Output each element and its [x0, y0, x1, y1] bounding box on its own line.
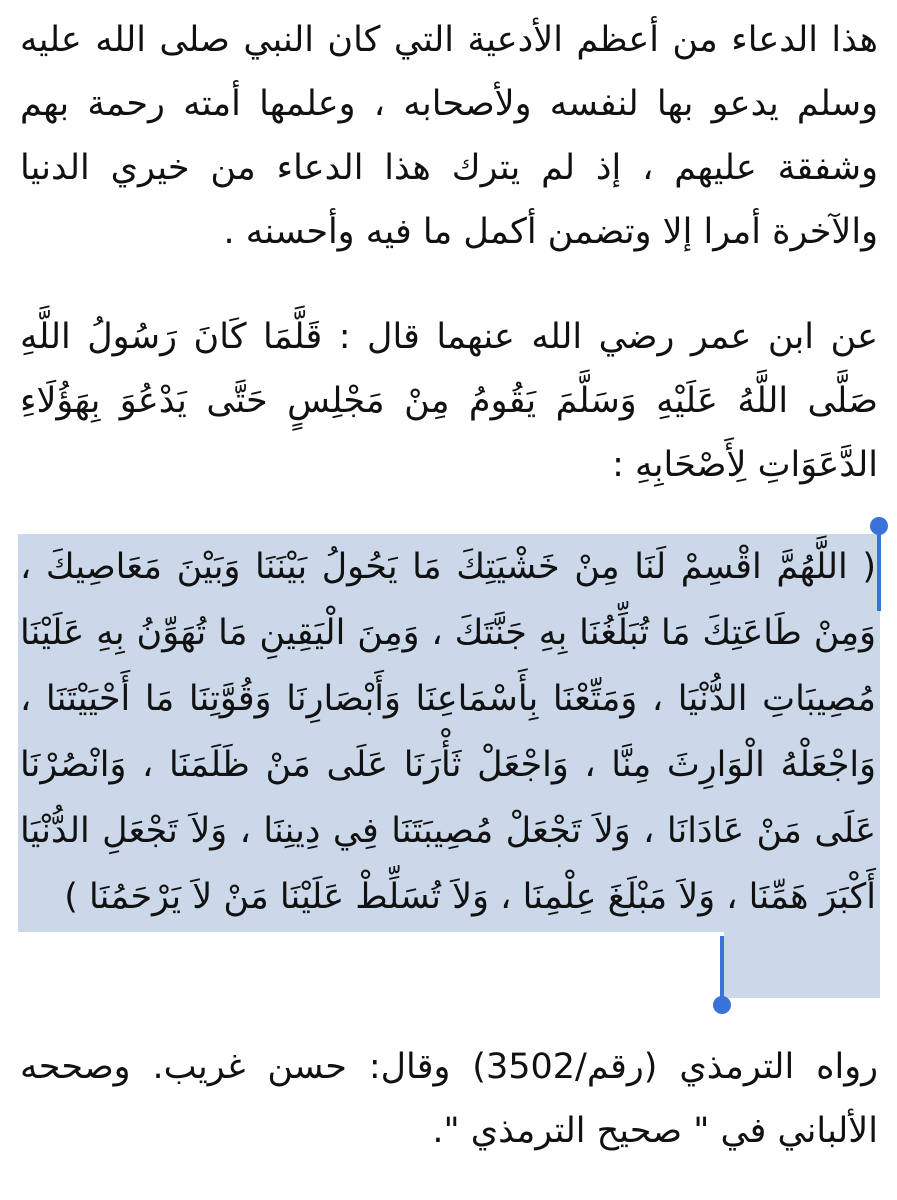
selection-start-handle[interactable]	[877, 527, 881, 611]
intro-paragraph: هذا الدعاء من أعظم الأدعية التي كان النبي صلى الله عليه وسلم يدعو بها لنفسه ولأصحابه ، وعلمها أمته رحمة بهم وشفقة عليهم ، إذ لم يترك هذا الدعاء من خيري الدنيا والآخرة أمرا إلا وتضمن أكمل ما فيه وأحسنه .	[20, 20, 878, 252]
selected-dua-text[interactable]: ( اللَّهُمَّ اقْسِمْ لَنَا مِنْ خَشْيَتِكَ مَا يَحُولُ بَيْنَنَا وَبَيْنَ مَعَاصِيكَ ، وَمِنْ طَاعَتِكَ مَا تُبَلِّغُنَا بِهِ جَنَّتَكَ ، وَمِنَ الْيَقِينِ مَا تُهَوِّنُ بِهِ عَلَيْنَا مُصِيبَاتِ الدُّنْيَا ، وَمَتِّعْنَا بِأَسْمَاعِنَا وَأَبْصَارِنَا وَقُوَّتِنَا مَا أَحْيَيْتَنَا ، وَاجْعَلْهُ الْوَارِثَ مِنَّا ، وَاجْعَلْ ثَأْرَنَا عَلَى مَنْ ظَلَمَنَا ، وَانْصُرْنَا عَلَى مَنْ عَادَانَا ، وَلاَ تَجْعَلْ مُصِيبَتَنَا فِي دِينِنَا ، وَلاَ تَجْعَلِ الدُّنْيَا أَكْبَرَ هَمِّنَا ، وَلاَ مَبْلَغَ عِلْمِنَا ، وَلاَ تُسَلِّطْ عَلَيْنَا مَنْ لاَ يَرْحَمُنَا )	[20, 547, 876, 917]
text-selection[interactable]	[18, 534, 880, 996]
source-citation-paragraph: رواه الترمذي (رقم/3502) وقال: حسن غريب. وصححه الألباني في " صحيح الترمذي ".	[20, 1047, 878, 1151]
selection-highlight-last-line	[724, 932, 880, 998]
selection-end-knob[interactable]	[713, 996, 731, 1014]
selection-start-knob[interactable]	[870, 517, 888, 535]
hadith-narration-paragraph: عن ابن عمر رضي الله عنهما قال : قَلَّمَا كَانَ رَسُولُ اللَّهِ صَلَّى اللَّهُ عَلَيْهِ وَسَلَّمَ يَقُومُ مِنْ مَجْلِسٍ حَتَّى يَدْعُوَ بِهَؤُلَاءِ الدَّعَوَاتِ لِأَصْحَابِهِ :	[20, 317, 878, 485]
